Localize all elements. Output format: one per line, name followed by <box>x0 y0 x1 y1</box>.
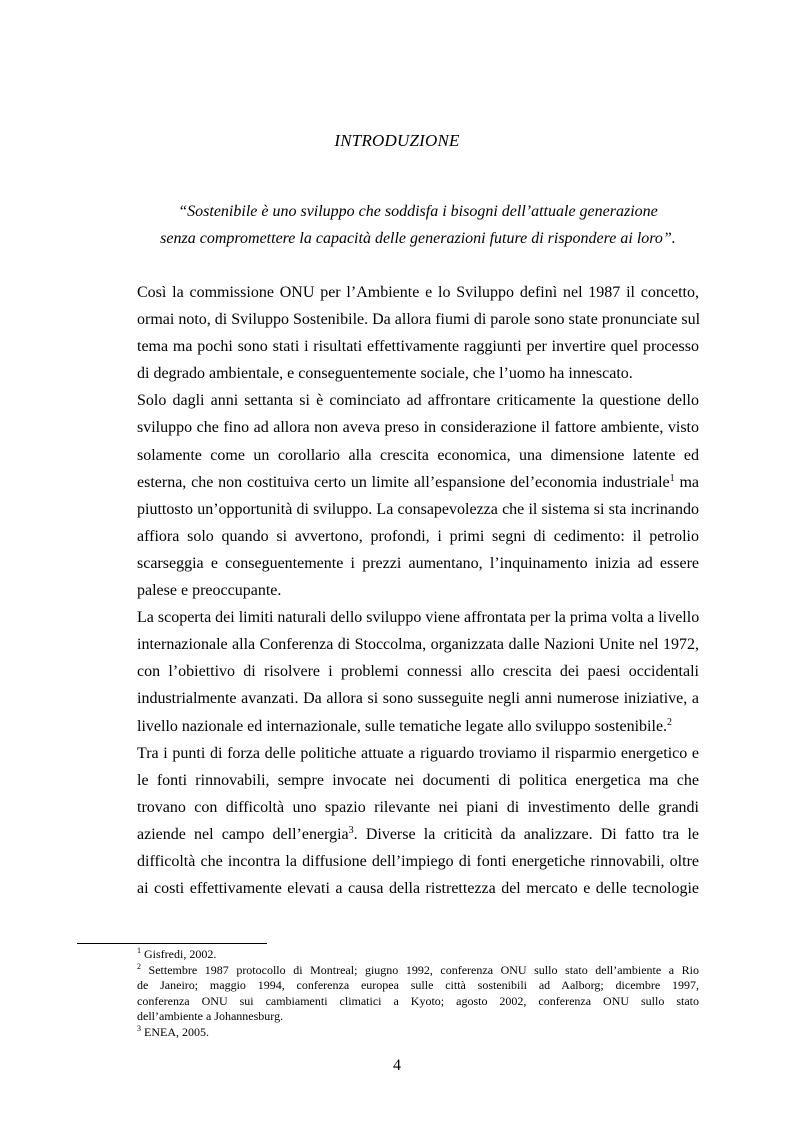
body-line: con l’obiettivo di risolvere i problemi connessi allo crescita dei paesi occidentali <box>137 663 699 681</box>
body-text-span: esterna, che non costituiva certo un limite all’espansione del’economia industriale <box>137 473 670 491</box>
footnotes <box>137 947 699 1041</box>
body-line: tema ma pochi sono stati i risultati effettivamente raggiunti per invertire quel processo <box>137 338 699 356</box>
body-line: palese e preoccupante. <box>137 582 282 600</box>
body-line: internazionale alla Conferenza di Stoccolma, organizzata dalle Nazioni Unite nel 1972, <box>137 636 699 654</box>
body-line: industrialmente avanzati. Da allora si sono susseguite negli anni numerose iniziative, a <box>137 690 699 708</box>
body-text-span: ma <box>674 473 700 491</box>
body-text-span: . Diverse la criticità da analizzare. Di fatto tra le <box>353 825 699 843</box>
footnote-2 <box>137 963 699 979</box>
footnote-divider <box>77 943 267 944</box>
body-line: Solo dagli anni settanta si è cominciato ad affrontare criticamente la questione dello <box>137 392 699 410</box>
footnote-text: Gisfredi, 2002. <box>141 947 217 961</box>
page-number: 4 <box>393 1057 401 1074</box>
body-line <box>137 469 699 496</box>
footnote-ref-2: 2 <box>667 716 673 728</box>
footnote-ref-3: 3 <box>348 824 354 836</box>
page-title: INTRODUZIONE <box>334 131 460 150</box>
footnote-3 <box>137 1025 699 1041</box>
footnote-2-line: de Janeiro; maggio 1994, conferenza europea sulle città sostenibili ad Aalborg; dicembre 1997, <box>137 978 699 993</box>
footnote-2-line: conferenza ONU sui cambiamenti climatici a Kyoto; agosto 2002, conferenza ONU sullo stato <box>137 993 699 1008</box>
footnote-2-line: dell’ambiente a Johannesburg. <box>137 1009 284 1024</box>
body-line: scarseggia e conseguentemente i prezzi aumentano, l’inquinamento inizia ad essere <box>137 554 699 572</box>
body-text-span: livello nazionale ed internazionale, sulle tematiche legate allo sviluppo sostenibile. <box>137 717 668 735</box>
footnote-text: Settembre 1987 protocollo di Montreal; giugno 1992, conferenza ONU sullo stato dell’ambiente a Rio <box>141 962 699 977</box>
body-text <box>137 279 699 902</box>
footnote-ref-1: 1 <box>669 472 675 484</box>
body-line <box>137 821 699 848</box>
body-line: piuttosto un’opportunità di sviluppo. La consapevolezza che il sistema si sta incrinando <box>137 500 699 518</box>
footnote-1 <box>137 947 699 963</box>
footnote-text: ENEA, 2005. <box>141 1024 209 1039</box>
body-line: La scoperta dei limiti naturali dello sviluppo viene affrontata per la prima volta a livello <box>137 609 700 627</box>
body-line: le fonti rinnovabili, sempre invocate nei documenti di politica energetica ma che <box>137 771 699 789</box>
footnote-number: 1 <box>137 946 141 955</box>
body-line: Così la commissione ONU per l’Ambiente e lo Sviluppo definì nel 1987 il concetto, <box>137 284 699 301</box>
footnote-number: 2 <box>137 961 141 971</box>
footnote-number: 3 <box>137 1023 141 1033</box>
body-text-span: aziende nel campo dell’energia <box>137 825 349 843</box>
quote-line-1: “Sostenibile è uno sviluppo che soddisfa i bisogni dell’attuale generazione <box>178 203 658 220</box>
body-line: sviluppo che fino ad allora non aveva preso in considerazione il fattore ambiente, visto <box>137 419 699 437</box>
body-line: affiora solo quando si avvertono, profondi, i primi segni di cedimento: il petrolio <box>137 527 699 545</box>
body-line: di degrado ambientale, e conseguentemente sociale, che l’uomo ha innescato. <box>137 365 633 383</box>
body-line: solamente come un corollario alla crescita economica, una dimensione latente ed <box>137 446 699 464</box>
body-line <box>137 713 699 740</box>
body-line: Tra i punti di forza delle politiche attuate a riguardo troviamo il risparmio energetico e <box>137 744 699 762</box>
body-line: ormai noto, di Sviluppo Sostenibile. Da allora fiumi di parole sono state pronunciate sul <box>137 311 701 329</box>
body-line: trovano con difficoltà uno spazio rilevante nei piani di investimento delle grandi <box>137 798 699 816</box>
quote-line-2: senza compromettere la capacità delle generazioni future di rispondere ai loro”. <box>160 229 676 247</box>
epigraph-quote <box>137 199 699 252</box>
body-line: ai costi effettivamente elevati a causa della ristrettezza del mercato e delle tecnologie <box>137 880 699 898</box>
body-line: difficoltà che incontra la diffusione dell’impiego di fonti energetiche rinnovabili, oltre <box>137 852 699 870</box>
